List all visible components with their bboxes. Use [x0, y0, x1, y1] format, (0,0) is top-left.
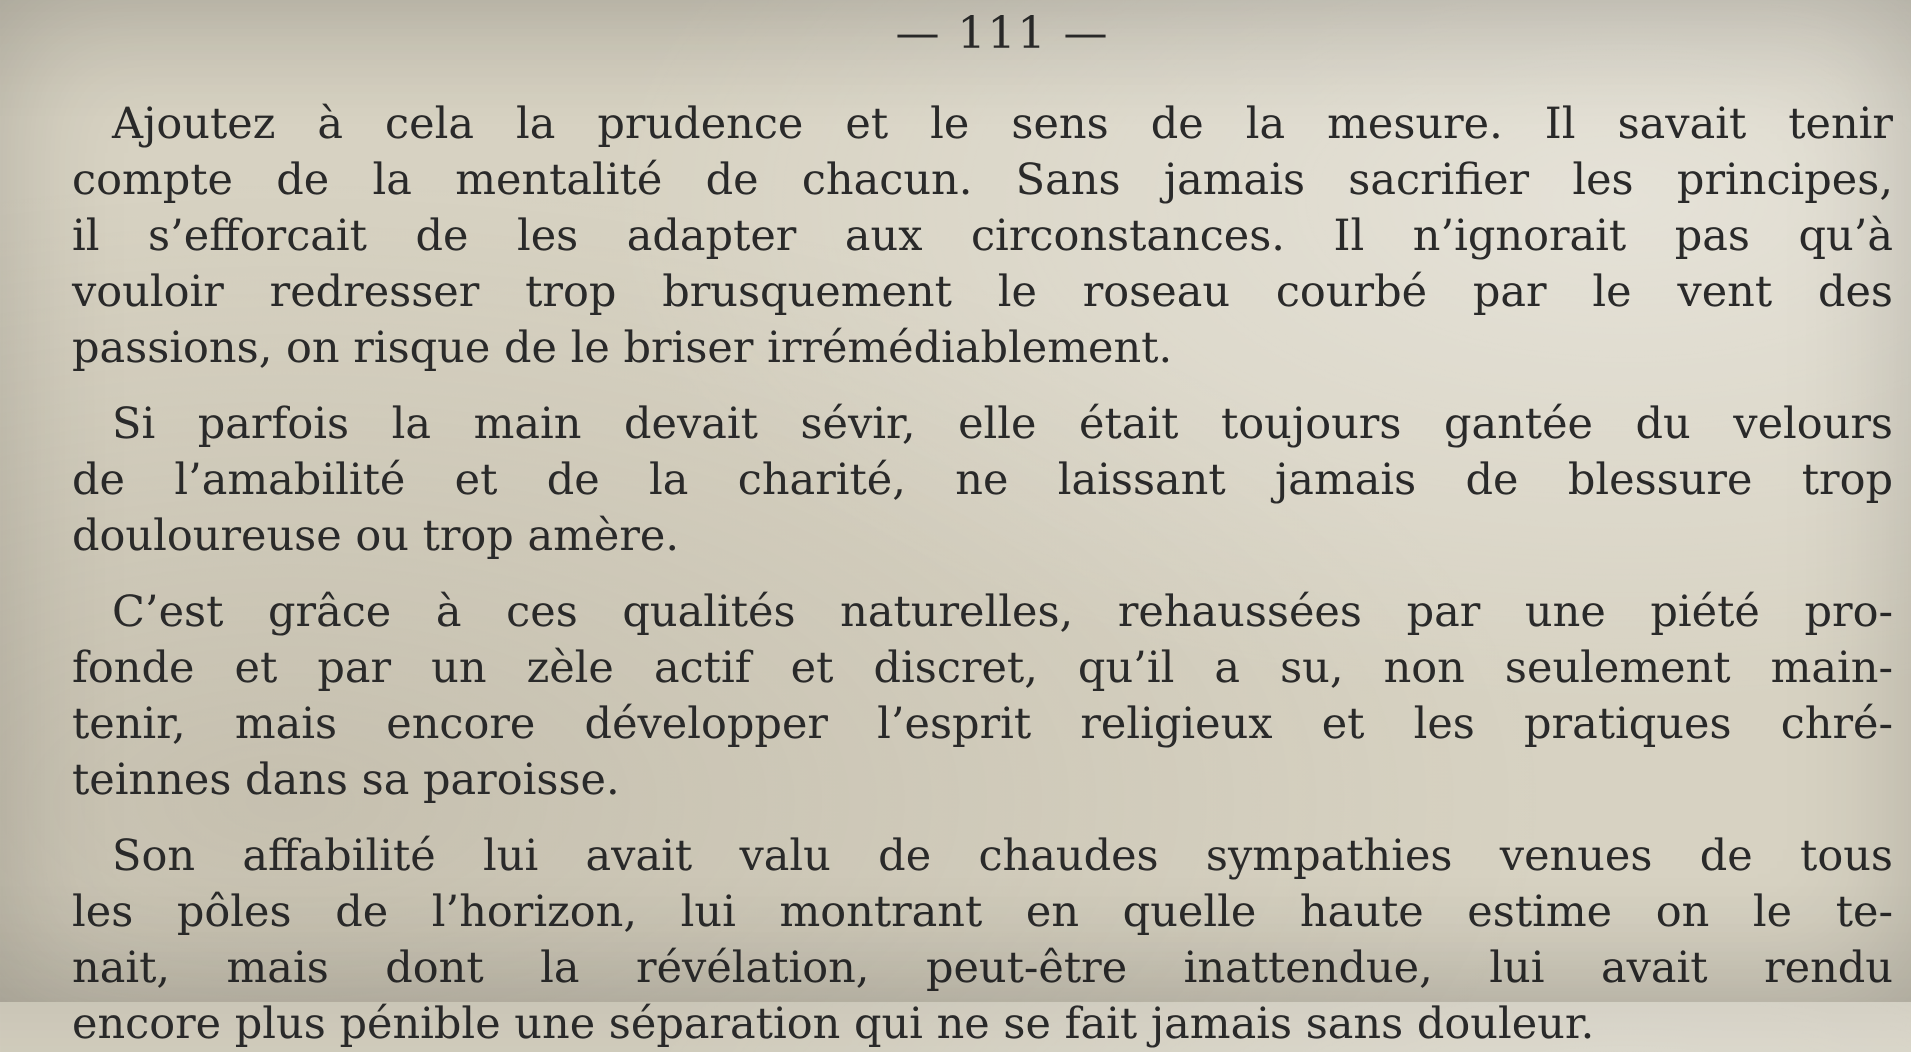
text-line: vouloir redresser trop brusquement le roseau courbé par le vent des	[72, 267, 1893, 317]
text-line: nait, mais dont la révélation, peut-être inattendue, lui avait rendu	[72, 943, 1893, 993]
text-line: tenir, mais encore développer l’esprit religieux et les pratiques chré-	[72, 699, 1893, 749]
paragraph-4	[72, 828, 1893, 1052]
text-line: fonde et par un zèle actif et discret, qu’il a su, non seulement main-	[72, 643, 1893, 693]
text-line: encore plus pénible une séparation qui ne se fait jamais sans douleur.	[72, 999, 1595, 1049]
text-line: Son affabilité lui avait valu de chaudes sympathies venues de tous	[112, 831, 1893, 881]
text-line: douloureuse ou trop amère.	[72, 511, 680, 561]
paragraph-2	[72, 396, 1893, 564]
text-line: compte de la mentalité de chacun. Sans jamais sacrifier les principes,	[72, 155, 1893, 205]
text-line: teinnes dans sa paroisse.	[72, 755, 620, 805]
text-line: passions, on risque de le briser irrémédiablement.	[72, 323, 1173, 373]
page-number: — 111 —	[895, 8, 1110, 59]
paragraph-3	[72, 584, 1893, 808]
text-line: il s’efforcait de les adapter aux circonstances. Il n’ignorait pas qu’à	[72, 211, 1893, 261]
text-line: Ajoutez à cela la prudence et le sens de la mesure. Il savait tenir	[112, 99, 1893, 149]
text-line: de l’amabilité et de la charité, ne laissant jamais de blessure trop	[72, 455, 1893, 505]
text-line: Si parfois la main devait sévir, elle était toujours gantée du velours	[112, 399, 1893, 449]
text-line: C’est grâce à ces qualités naturelles, rehaussées par une piété pro-	[112, 587, 1893, 637]
text-line: les pôles de l’horizon, lui montrant en quelle haute estime on le te-	[72, 887, 1893, 937]
paragraph-1	[72, 96, 1893, 376]
